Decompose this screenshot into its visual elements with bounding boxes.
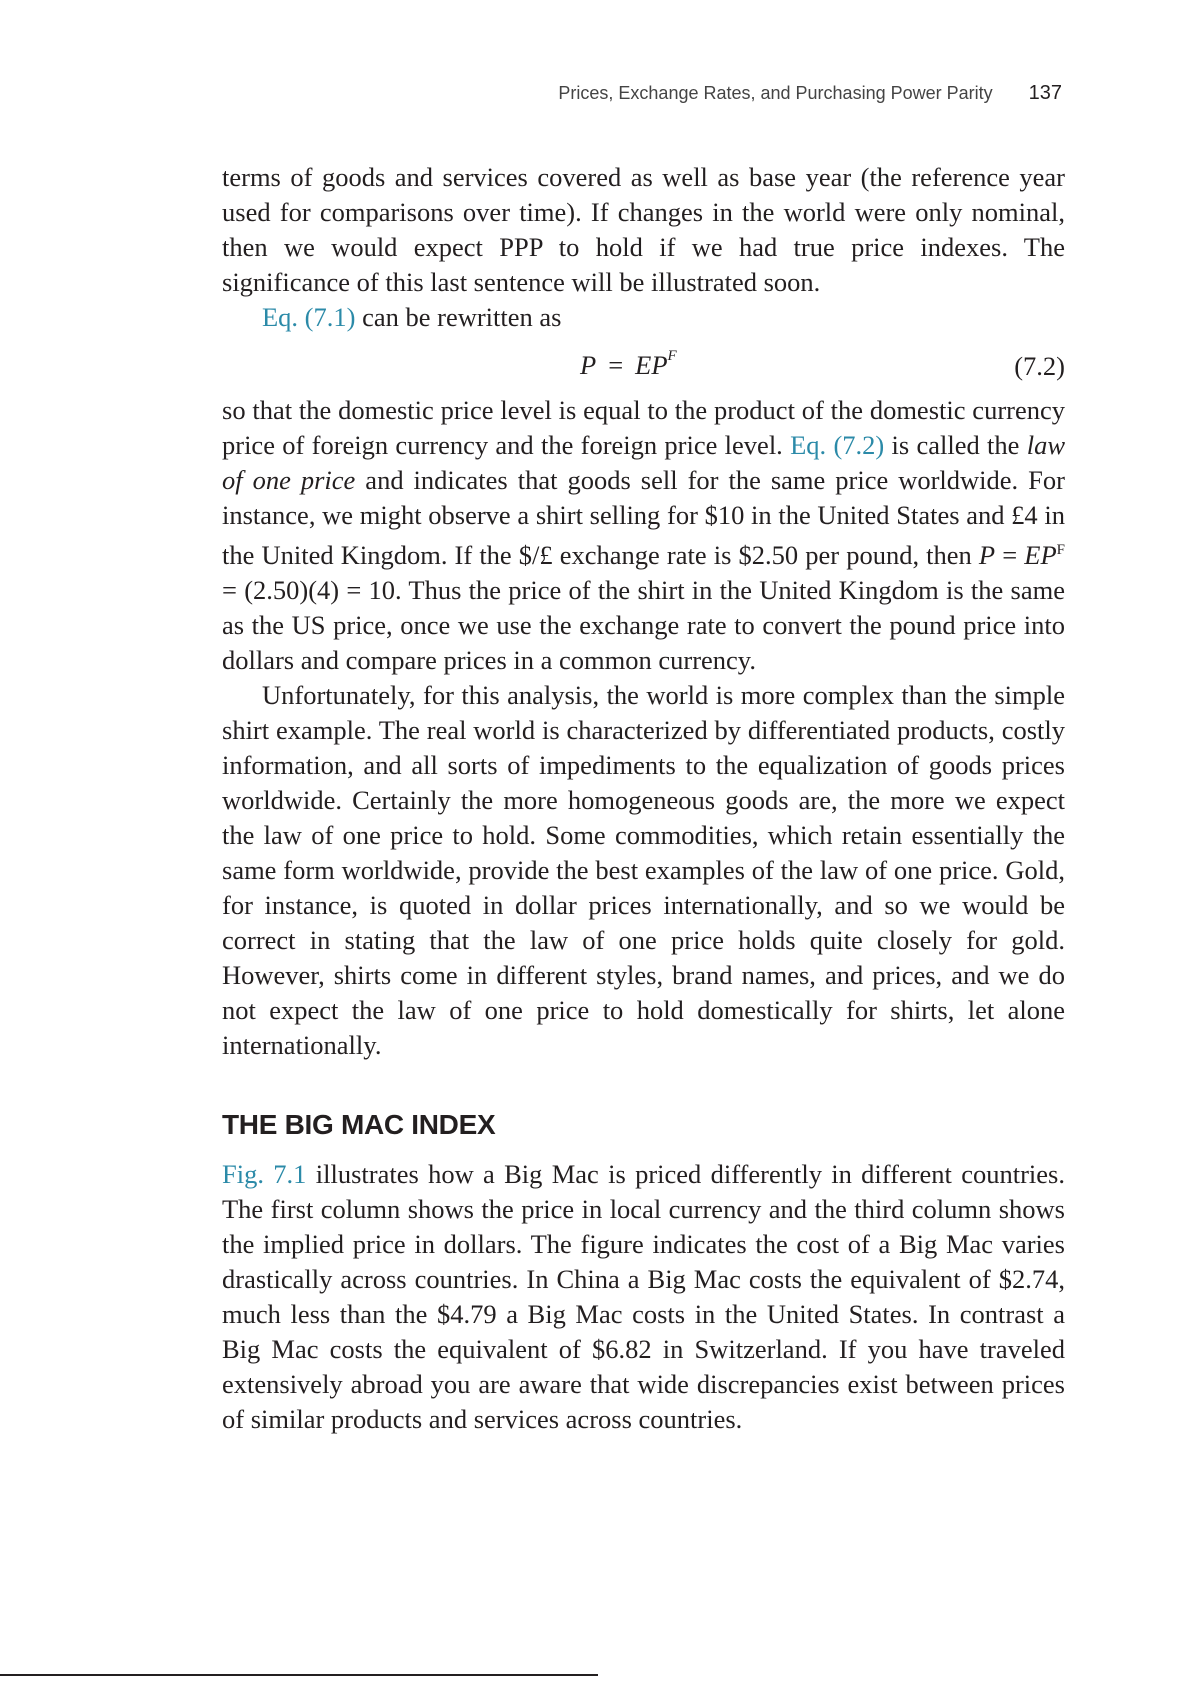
section-paragraph [222,1157,1065,1437]
paragraph-3 [222,393,1065,678]
paragraph-1: terms of goods and services covered as well as base year (the reference year used for comparisons over time). If changes in the world were only nominal, then we would expect PPP to hold if we had true price indexes. The significance of this last sentence will be illustrated soon. [222,162,1065,297]
section-heading: THE BIG MAC INDEX [222,1108,496,1140]
eq-7-2-link[interactable]: Eq. (7.2) [790,430,885,460]
inline-eq-sup: F [1056,542,1065,558]
equation-expression [580,343,677,383]
page-body [222,160,1065,1437]
equation-superscript: F [667,348,677,364]
equation-number: (7.2) [1014,351,1065,381]
paragraph-2-text: can be rewritten as [355,302,562,332]
inline-eq-ep: EP [1024,539,1057,570]
equation-rhs: EP [635,349,668,380]
page-number: 137 [1028,82,1062,104]
paragraph-3-text-a: so that the domestic price level is equal to the product of the domestic currency price of foreign currency and the foreign price level. [222,395,1065,460]
equation-7-2 [222,337,1065,393]
paragraph-4: Unfortunately, for this analysis, the world is more complex than the simple shirt example. The real world is characterized by differentiated products, costly information, and all sorts of impediments to the equalization of goods prices worldwide. Certainly the more homogeneous goods are, the more we expect the law of one price to hold. Some commodities, which retain essentially the same form worldwide, provide the best examples of the law of one price. Gold, for instance, is quoted in dollar prices internationally, and so we would be correct in stating that the law of one price holds quite closely for gold. However, shirts come in different styles, brand names, and prices, and we do not expect the law of one price to hold domestically for shirts, let alone internationally. [222,679,1065,1060]
paragraph-3-text-b: is called the [884,430,1027,460]
inline-eq-p: P [978,539,996,570]
running-head [558,82,1062,105]
eq-7-1-link[interactable]: Eq. (7.1) [262,302,356,332]
inline-eq-equals: = [995,539,1025,570]
paragraph-2 [222,300,1065,335]
running-title: Prices, Exchange Rates, and Purchasing Power Parity [558,83,993,103]
paragraph-3-text-c: and indicates that goods sell for the same price worldwide. For instance, we might observe a shirt selling for $10 in the United States and £4 in the United Kingdom. If the $/£ exchange rate is $2.50 per pound, then [222,465,1065,570]
fig-7-1-link[interactable]: Fig. 7.1 [222,1158,307,1189]
section-paragraph-text: illustrates how a Big Mac is priced differently in different countries. The first column shows the price in local currency and the third column shows the implied price in dollars. The figure indicates the cost of a Big Mac varies drastically across countries. In China a Big Mac costs the equivalent of $2.74, much less than the $4.79 a Big Mac costs in the United States. In contrast a Big Mac costs the equivalent of $6.82 in Switzerland. If you have traveled extensively abroad you are aware that wide discrepancies exist between prices of similar products and services across countries. [222,1158,1065,1434]
equation-lhs: P [580,349,597,380]
law-of-one-price-term: law of one price [222,430,1065,495]
equation-operator: = [608,349,624,380]
footer-rule [0,1674,598,1676]
paragraph-3-text-d: = (2.50)(4) = 10. Thus the price of the shirt in the United Kingdom is the same as the US price, once we use the exchange rate to convert the pound price into dollars and compare prices in a common currency. [222,574,1065,675]
